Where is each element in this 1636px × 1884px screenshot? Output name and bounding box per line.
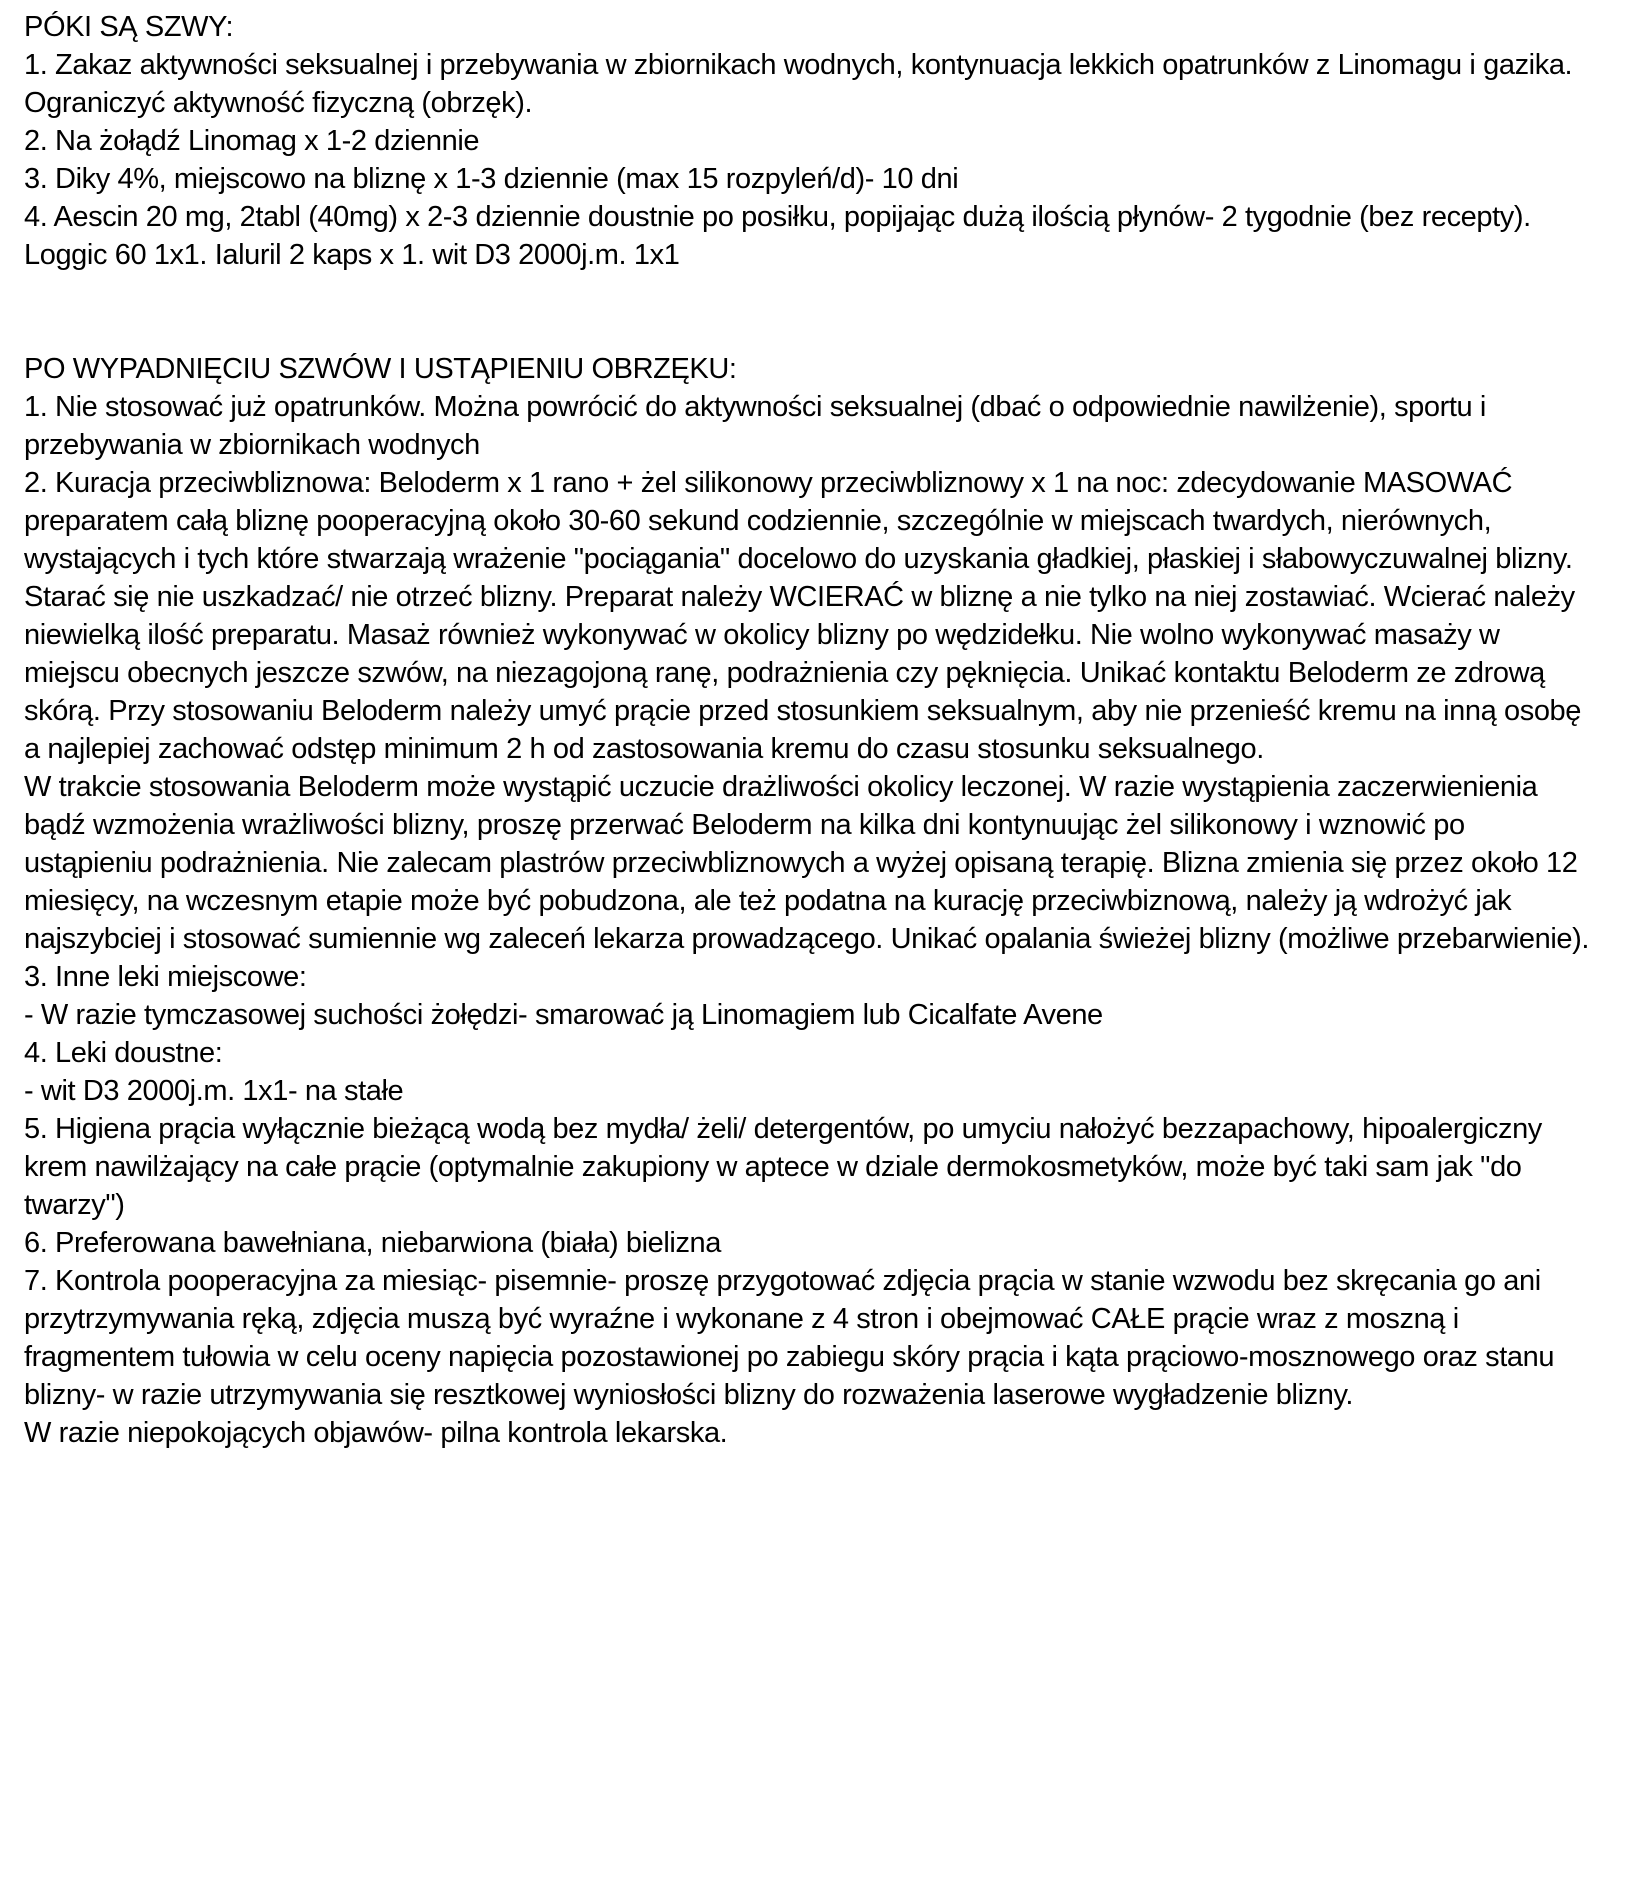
text-line: Loggic 60 1x1. Ialuril 2 kaps x 1. wit D3 2000j.m. 1x1 xyxy=(24,239,680,271)
text-line: 1. Nie stosować już opatrunków. Można powrócić do aktywności seksualnej (dbać o odpowiednie nawilżenie), sportu i xyxy=(24,391,1486,423)
text-line: najszybciej i stosować sumiennie wg zaleceń lekarza prowadzącego. Unikać opalania świeżej blizny (możliwe przebarwienie). xyxy=(24,923,1590,955)
text-line: blizny- w razie utrzymywania się resztkowej wyniosłości blizny do rozważenia laserowe wygładzenie blizny. xyxy=(24,1379,1354,1411)
text-line: Ograniczyć aktywność fizyczną (obrzęk). xyxy=(24,87,533,119)
text-line: przytrzymywania ręką, zdjęcia muszą być wyraźne i wykonane z 4 stron i obejmować CAŁE prącie wraz z moszną i xyxy=(24,1303,1459,1335)
text-line: 4. Aescin 20 mg, 2tabl (40mg) x 2-3 dziennie doustnie po posiłku, popijając dużą ilością płynów- 2 tygodnie (bez recepty). xyxy=(24,201,1531,233)
text-line: fragmentem tułowia w celu oceny napięcia pozostawionej po zabiegu skóry prącia i kąta prąciowo-mosznowego oraz stanu xyxy=(24,1341,1555,1373)
text-line: W razie niepokojących objawów- pilna kontrola lekarska. xyxy=(24,1417,728,1449)
text-line: 2. Kuracja przeciwbliznowa: Beloderm x 1 rano + żel silikonowy przeciwbliznowy x 1 na noc: zdecydowanie MASOWAĆ xyxy=(24,467,1513,499)
text-line: a najlepiej zachować odstęp minimum 2 h od zastosowania kremu do czasu stosunku seksualnego. xyxy=(24,733,1264,765)
text-line: 2. Na żołądź Linomag x 1-2 dziennie xyxy=(24,125,480,157)
text-line: Starać się nie uszkadzać/ nie otrzeć blizny. Preparat należy WCIERAĆ w bliznę a nie tylko na niej zostawiać. Wcierać należy xyxy=(24,581,1575,613)
section-after-sutures xyxy=(24,350,1616,1452)
text-line: 3. Inne leki miejscowe: xyxy=(24,961,307,993)
text-line: przebywania w zbiornikach wodnych xyxy=(24,429,480,461)
section-heading: PO WYPADNIĘCIU SZWÓW I USTĄPIENIU OBRZĘKU: xyxy=(24,353,737,385)
text-line: - W razie tymczasowej suchości żołędzi- smarować ją Linomagiem lub Cicalfate Avene xyxy=(24,999,1103,1031)
section-while-sutures xyxy=(24,8,1616,274)
text-line: skórą. Przy stosowaniu Beloderm należy umyć prącie przed stosunkiem seksualnym, aby nie przenieść kremu na inną osobę xyxy=(24,695,1582,727)
text-line: 6. Preferowana bawełniana, niebarwiona (biała) bielizna xyxy=(24,1227,721,1259)
text-line: 1. Zakaz aktywności seksualnej i przebywania w zbiornikach wodnych, kontynuacja lekkich opatrunków z Linomagu i gazika. xyxy=(24,49,1573,81)
text-line: W trakcie stosowania Beloderm może wystąpić uczucie drażliwości okolicy leczonej. W razie wystąpienia zaczerwienienia xyxy=(24,771,1538,803)
text-line: 4. Leki doustne: xyxy=(24,1037,223,1069)
section-spacer xyxy=(24,274,1616,350)
text-line: krem nawilżający na całe prącie (optymalnie zakupiony w aptece w dziale dermokosmetyków, może być taki sam jak "do xyxy=(24,1151,1522,1183)
text-line: 3. Diky 4%, miejscowo na bliznę x 1-3 dziennie (max 15 rozpyleń/d)- 10 dni xyxy=(24,163,959,195)
text-line: miesięcy, na wczesnym etapie może być pobudzona, ale też podatna na kurację przeciwbiznową, należy ją wdrożyć jak xyxy=(24,885,1512,917)
text-line: miejscu obecnych jeszcze szwów, na niezagojoną ranę, podrażnienia czy pęknięcia. Unikać kontaktu Beloderm ze zdrową xyxy=(24,657,1545,689)
text-line: ustąpieniu podrażnienia. Nie zalecam plastrów przeciwbliznowych a wyżej opisaną terapię. Blizna zmienia się przez około 12 xyxy=(24,847,1578,879)
text-line: twarzy") xyxy=(24,1189,125,1221)
text-line: 5. Higiena prącia wyłącznie bieżącą wodą bez mydła/ żeli/ detergentów, po umyciu nałożyć bezzapachowy, hipoalergiczny xyxy=(24,1113,1542,1145)
text-line: 7. Kontrola pooperacyjna za miesiąc- pisemnie- proszę przygotować zdjęcia prącia w stanie wzwodu bez skręcania go ani xyxy=(24,1265,1541,1297)
text-line: wystających i tych które stwarzają wrażenie "pociągania" docelowo do uzyskania gładkiej, płaskiej i słabowyczuwalnej blizny. xyxy=(24,543,1573,575)
text-line: - wit D3 2000j.m. 1x1- na stałe xyxy=(24,1075,404,1107)
text-line: preparatem całą bliznę pooperacyjną około 30-60 sekund codziennie, szczególnie w miejscach twardych, nierównych, xyxy=(24,505,1492,537)
text-line: niewielką ilość preparatu. Masaż również wykonywać w okolicy blizny po wędzidełku. Nie wolno wykonywać masaży w xyxy=(24,619,1500,651)
text-line: bądź wzmożenia wrażliwości blizny, proszę przerwać Beloderm na kilka dni kontynuując żel silikonowy i wznowić po xyxy=(24,809,1465,841)
section-heading: PÓKI SĄ SZWY: xyxy=(24,11,234,43)
